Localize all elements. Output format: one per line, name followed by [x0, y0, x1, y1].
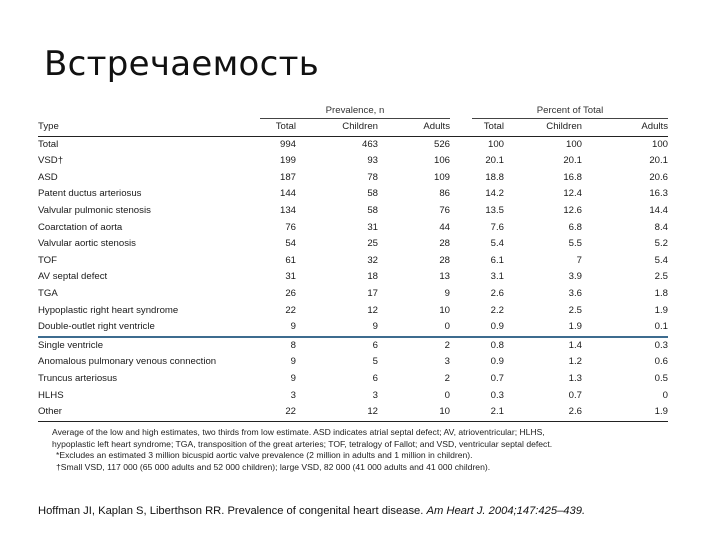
- cell-pct-children: 1.3: [568, 372, 582, 384]
- cell-pct-total: 2.6: [490, 287, 504, 299]
- cell-type: Anomalous pulmonary venous connection: [38, 356, 217, 368]
- cell-total: 134: [279, 204, 296, 216]
- cell-pct-total: 0.7: [490, 372, 504, 384]
- cell-adults: 9: [444, 287, 450, 299]
- column-gap: [450, 136, 472, 153]
- cell-total: 9: [290, 372, 296, 384]
- column-gap: [450, 354, 472, 371]
- column-gap: [450, 153, 472, 170]
- cell-adults: 0: [378, 319, 450, 337]
- table-row: [38, 269, 668, 286]
- prevalence-table-container: [38, 104, 668, 422]
- cell-pct-total: 2.1: [472, 404, 504, 421]
- cell-total: 54: [285, 238, 296, 250]
- cell-total: 187: [279, 171, 296, 183]
- cell-children: 6: [372, 339, 378, 351]
- cell-adults: 2: [444, 372, 450, 384]
- cell-pct-adults: 0.1: [582, 319, 668, 337]
- cell-total: 199: [279, 155, 296, 167]
- table-row: [38, 186, 668, 203]
- col-header-pct-adults: Adults: [582, 119, 668, 137]
- column-gap: [450, 337, 472, 355]
- cell-type: VSD†: [38, 155, 64, 167]
- footnote-line: *Excludes an estimated 3 million bicuspid aortic valve prevalence (2 million in adults and 1 million in children).: [56, 450, 473, 461]
- cell-pct-adults: 16.3: [649, 188, 668, 200]
- cell-pct-adults: 0: [662, 389, 668, 401]
- cell-children: 12: [296, 404, 378, 421]
- cell-pct-adults: 20.6: [649, 171, 668, 183]
- table-row: [38, 253, 668, 270]
- column-gap: [450, 236, 472, 253]
- cell-pct-adults: 1.9: [654, 304, 668, 316]
- cell-adults: 13: [439, 271, 450, 283]
- cell-pct-total: 14.2: [485, 188, 504, 200]
- cell-pct-total: 20.1: [485, 155, 504, 167]
- column-gap: [450, 203, 472, 220]
- table-row: [38, 354, 668, 371]
- cell-children: 78: [367, 171, 378, 183]
- cell-pct-adults: 0.5: [654, 372, 668, 384]
- cell-pct-adults: 5.4: [654, 254, 668, 266]
- cell-pct-adults: 0.3: [654, 339, 668, 351]
- cell-pct-adults: 2.5: [654, 271, 668, 283]
- table-row: [38, 153, 668, 170]
- cell-children: 3: [372, 389, 378, 401]
- group-header-row: [38, 104, 668, 119]
- cell-type: Truncus arteriosus: [38, 372, 118, 384]
- cell-adults: 44: [439, 221, 450, 233]
- col-header-pct-total: Total: [472, 119, 504, 137]
- col-header-type: Type: [38, 119, 260, 137]
- table-row: [38, 388, 668, 405]
- table-row: [38, 136, 668, 153]
- table-row: [38, 203, 668, 220]
- citation-text: Hoffman JI, Kaplan S, Liberthson RR. Prevalence of congenital heart disease.: [38, 505, 427, 517]
- table-row: [38, 170, 668, 187]
- cell-children: 93: [367, 155, 378, 167]
- cell-type: Patent ductus arteriosus: [38, 188, 142, 200]
- cell-pct-children: 12.4: [563, 188, 582, 200]
- column-header-row: [38, 119, 668, 137]
- cell-children: 17: [367, 287, 378, 299]
- table-row: [38, 319, 668, 337]
- cell-adults: 86: [439, 188, 450, 200]
- cell-type: TGA: [38, 287, 58, 299]
- cell-pct-adults: 5.2: [654, 238, 668, 250]
- cell-adults: 526: [433, 138, 450, 150]
- cell-children: 12: [367, 304, 378, 316]
- cell-pct-children: 5.5: [568, 238, 582, 250]
- cell-total: 22: [260, 404, 296, 421]
- footnote-line: Average of the low and high estimates, two thirds from low estimate. ASD indicates atrial septal defect; AV, atrioventricular; HLHS,: [52, 427, 545, 437]
- column-gap: [450, 404, 472, 421]
- table-row: [38, 371, 668, 388]
- cell-total: 22: [285, 304, 296, 316]
- cell-pct-children: 1.2: [568, 356, 582, 368]
- cell-total: 9: [290, 356, 296, 368]
- cell-pct-adults: 14.4: [649, 204, 668, 216]
- cell-type: TOF: [38, 254, 58, 266]
- table-row: [38, 220, 668, 237]
- cell-pct-total: 0.9: [490, 356, 504, 368]
- cell-pct-total: 6.1: [490, 254, 504, 266]
- cell-total: 31: [285, 271, 296, 283]
- cell-type: AV septal defect: [38, 271, 108, 283]
- column-gap: [450, 186, 472, 203]
- cell-pct-total: 0.9: [472, 319, 504, 337]
- table-row: [38, 303, 668, 320]
- cell-adults: 106: [433, 155, 450, 167]
- cell-pct-children: 2.5: [568, 304, 582, 316]
- cell-pct-adults: 1.8: [654, 287, 668, 299]
- cell-adults: 2: [444, 339, 450, 351]
- cell-pct-children: 12.6: [563, 204, 582, 216]
- cell-pct-children: 7: [576, 254, 582, 266]
- cell-total: 994: [279, 138, 296, 150]
- cell-pct-total: 0.8: [490, 339, 504, 351]
- prevalence-table: [38, 104, 668, 422]
- cell-adults: 10: [378, 404, 450, 421]
- column-gap: [450, 303, 472, 320]
- cell-adults: 76: [439, 204, 450, 216]
- column-gap: [450, 371, 472, 388]
- cell-adults: 3: [444, 356, 450, 368]
- cell-children: 25: [367, 238, 378, 250]
- footnote-line: hypoplastic left heart syndrome; TGA, transposition of the great arteries; TOF, tetralogy of Fallot; and VSD, ventricular septal defect.: [52, 438, 553, 449]
- cell-adults: 28: [439, 238, 450, 250]
- citation: [38, 505, 585, 517]
- table-footnotes: [52, 427, 682, 473]
- col-header-pct-children: Children: [504, 119, 582, 137]
- cell-pct-children: 0.7: [568, 389, 582, 401]
- cell-children: 58: [367, 188, 378, 200]
- cell-type: Valvular aortic stenosis: [38, 238, 136, 250]
- cell-children: 463: [361, 138, 378, 150]
- table-row: [38, 236, 668, 253]
- cell-total: 61: [285, 254, 296, 266]
- cell-type: Other: [38, 404, 260, 421]
- cell-total: 26: [285, 287, 296, 299]
- col-header-total: Total: [260, 119, 296, 137]
- cell-type: Double-outlet right ventricle: [38, 319, 260, 337]
- cell-adults: 28: [439, 254, 450, 266]
- cell-type: ASD: [38, 171, 58, 183]
- column-gap: [450, 170, 472, 187]
- cell-total: 144: [279, 188, 296, 200]
- cell-type: Single ventricle: [38, 339, 104, 351]
- column-gap: [450, 388, 472, 405]
- column-gap: [450, 253, 472, 270]
- cell-adults: 109: [433, 171, 450, 183]
- cell-pct-adults: 8.4: [654, 221, 668, 233]
- cell-pct-adults: 0.6: [654, 356, 668, 368]
- slide-title: Встречаемость: [44, 44, 320, 84]
- cell-pct-children: 3.6: [568, 287, 582, 299]
- footnote-line: †Small VSD, 117 000 (65 000 adults and 52 000 children); large VSD, 82 000 (41 000 adults and 41 000 children).: [56, 461, 491, 472]
- table-row: [38, 337, 668, 355]
- cell-pct-children: 6.8: [568, 221, 582, 233]
- cell-type: Total: [38, 138, 59, 150]
- cell-adults: 10: [439, 304, 450, 316]
- cell-pct-children: 1.4: [568, 339, 582, 351]
- column-gap: [450, 286, 472, 303]
- cell-pct-children: 16.8: [563, 171, 582, 183]
- cell-total: 3: [290, 389, 296, 401]
- percent-group-header: Percent of Total: [472, 104, 668, 119]
- cell-pct-children: 20.1: [563, 155, 582, 167]
- cell-children: 32: [367, 254, 378, 266]
- cell-children: 58: [367, 204, 378, 216]
- col-header-children: Children: [296, 119, 378, 137]
- cell-pct-adults: 1.9: [582, 404, 668, 421]
- cell-pct-total: 0.3: [490, 389, 504, 401]
- cell-pct-adults: 20.1: [649, 155, 668, 167]
- column-gap: [450, 269, 472, 286]
- cell-pct-total: 5.4: [490, 238, 504, 250]
- cell-pct-total: 13.5: [485, 204, 504, 216]
- cell-children: 31: [367, 221, 378, 233]
- cell-pct-total: 2.2: [490, 304, 504, 316]
- cell-total: 9: [260, 319, 296, 337]
- cell-pct-total: 18.8: [485, 171, 504, 183]
- cell-children: 5: [372, 356, 378, 368]
- cell-type: Valvular pulmonic stenosis: [38, 204, 151, 216]
- cell-children: 18: [367, 271, 378, 283]
- citation-journal: Am Heart J. 2004;147:425–439.: [426, 505, 586, 517]
- prevalence-group-header: Prevalence, n: [260, 104, 450, 119]
- col-header-adults: Adults: [378, 119, 450, 137]
- cell-total: 76: [285, 221, 296, 233]
- cell-pct-children: 100: [565, 138, 582, 150]
- table-row: [38, 286, 668, 303]
- cell-pct-total: 3.1: [490, 271, 504, 283]
- table-row: [38, 404, 668, 421]
- table-body: [38, 136, 668, 421]
- cell-type: Hypoplastic right heart syndrome: [38, 304, 179, 316]
- cell-adults: 0: [444, 389, 450, 401]
- cell-pct-children: 1.9: [504, 319, 582, 337]
- cell-pct-total: 7.6: [490, 221, 504, 233]
- cell-pct-children: 2.6: [504, 404, 582, 421]
- cell-pct-adults: 100: [651, 138, 668, 150]
- cell-children: 6: [372, 372, 378, 384]
- column-gap: [450, 319, 472, 337]
- cell-pct-total: 100: [487, 138, 504, 150]
- cell-type: HLHS: [38, 389, 64, 401]
- cell-type: Coarctation of aorta: [38, 221, 123, 233]
- cell-children: 9: [296, 319, 378, 337]
- cell-pct-children: 3.9: [568, 271, 582, 283]
- cell-total: 8: [290, 339, 296, 351]
- column-gap: [450, 220, 472, 237]
